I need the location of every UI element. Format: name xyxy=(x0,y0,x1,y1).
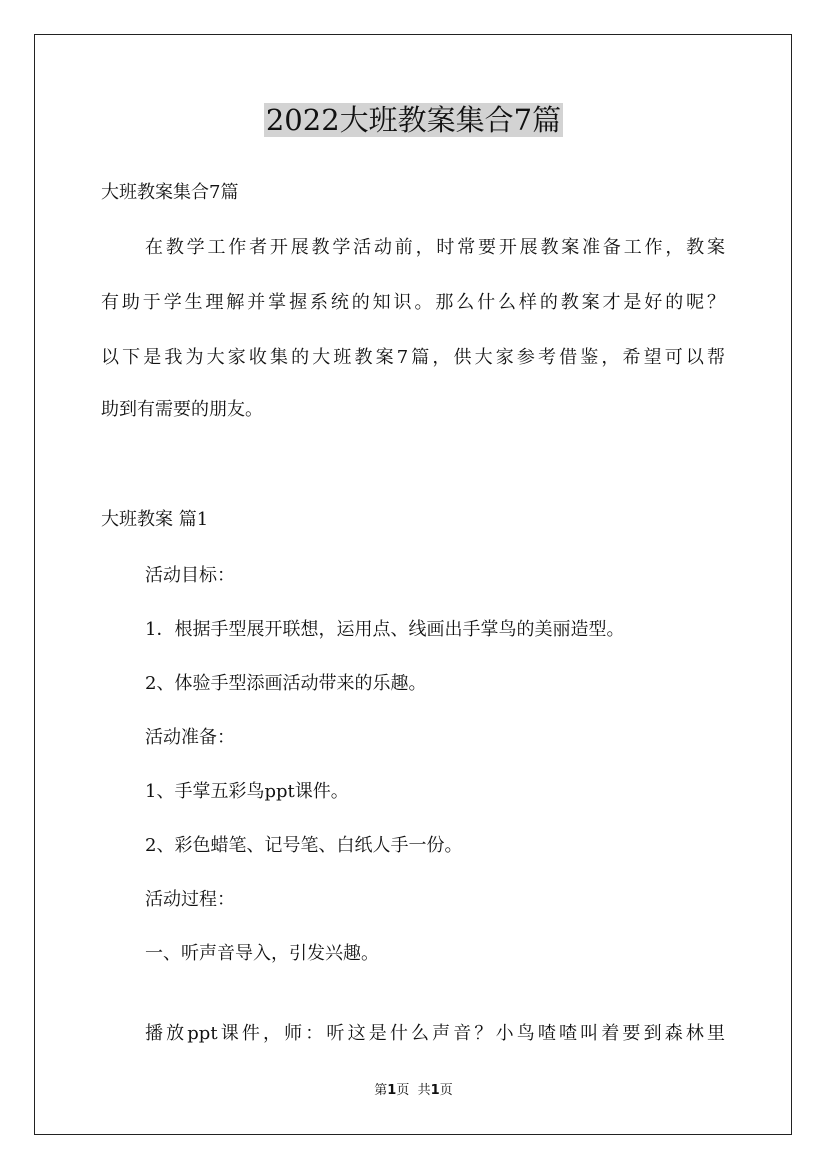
body-line: 活动准备： xyxy=(145,727,235,748)
footer-page-number: 1 xyxy=(387,1083,397,1098)
body-line: 播放ppt课件，师：听这是什么声音？小鸟喳喳叫着要到森林里 xyxy=(145,1023,725,1044)
body-line: 活动目标： xyxy=(145,565,235,586)
intro-paragraph-line: 有助于学生理解并掌握系统的知识。那么什么样的教案才是好的呢？ xyxy=(101,292,725,313)
body-line: 1．根据手型展开联想，运用点、线画出手掌鸟的美丽造型。 xyxy=(145,619,625,640)
footer-total-suffix: 页 xyxy=(439,1083,453,1098)
document-title-text: 2022大班教案集合7篇 xyxy=(265,103,562,137)
footer-page-suffix: 页 xyxy=(396,1083,410,1098)
intro-paragraph-line: 助到有需要的朋友。 xyxy=(101,399,263,420)
body-line: 活动过程： xyxy=(145,889,235,910)
body-line: 1、手掌五彩鸟ppt课件。 xyxy=(145,781,349,802)
footer-total-prefix: 共 xyxy=(417,1083,431,1098)
intro-paragraph-line: 在教学工作者开展教学活动前，时常要开展教案准备工作，教案 xyxy=(145,237,725,258)
document-subtitle: 大班教案集合7篇 xyxy=(101,182,239,203)
body-line: 2、彩色蜡笔、记号笔、白纸人手一份。 xyxy=(145,835,463,856)
body-line: 2、体验手型添画活动带来的乐趣。 xyxy=(145,673,427,694)
intro-paragraph-line: 以下是我为大家收集的大班教案7篇，供大家参考借鉴，希望可以帮 xyxy=(101,347,725,368)
page-footer xyxy=(0,1082,827,1100)
footer-total-number: 1 xyxy=(430,1083,440,1098)
body-line: 一、听声音导入，引发兴趣。 xyxy=(145,943,379,964)
document-title xyxy=(0,100,827,140)
footer-page-prefix: 第 xyxy=(374,1083,388,1098)
section-heading: 大班教案 篇1 xyxy=(101,509,209,530)
